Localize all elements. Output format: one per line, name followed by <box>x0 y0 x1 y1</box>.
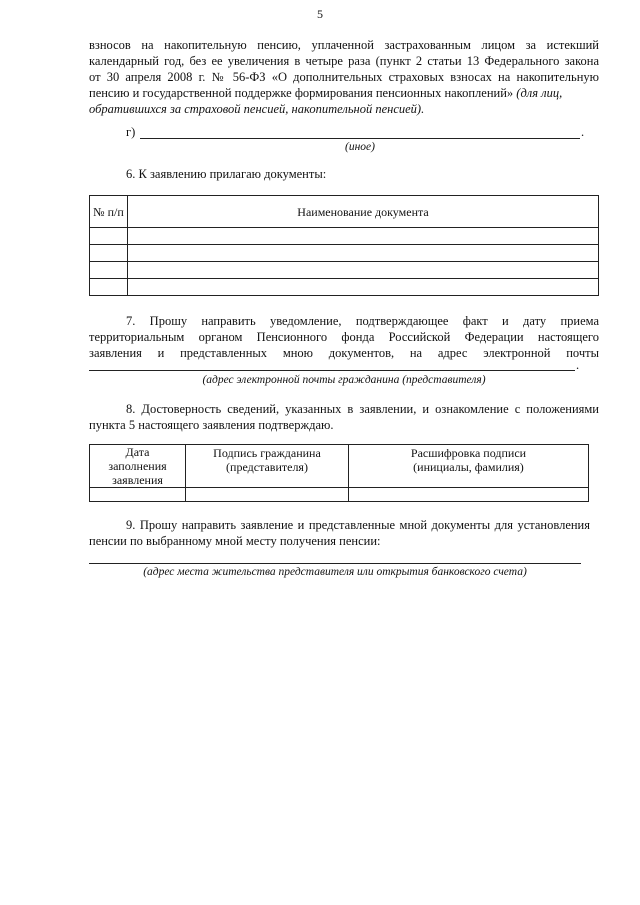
intro-line-text: пенсию и государственной поддержке формирования пенсионных накоплений» <box>89 86 514 100</box>
email-caption: (адрес электронной почты гражданина (представителя) <box>202 374 486 386</box>
signature-col-signature-line: Подпись гражданина <box>213 446 321 460</box>
section7-line: территориальным органом Пенсионного фонда Российской Федерации настоящего <box>89 330 599 344</box>
intro-italic-line <box>89 101 424 117</box>
documents-cell-name[interactable] <box>128 279 599 296</box>
signature-col-signature-line: (представителя) <box>226 460 308 474</box>
documents-cell-name[interactable] <box>128 262 599 279</box>
address-caption: (адрес места жительства представителя или открытия банковского счета) <box>143 566 527 578</box>
intro-line: календарный год, без ее увеличения в четыре раза (пункт 2 статьи 13 Федерального закона <box>89 54 599 68</box>
signature-cell-signature[interactable] <box>186 488 349 502</box>
table-row <box>90 488 589 502</box>
documents-cell-number[interactable] <box>90 279 128 296</box>
section8-line: 8. Достоверность сведений, указанных в заявлении, и ознакомление с положениями <box>126 402 599 416</box>
intro-line: взносов на накопительную пенсию, уплаченной застрахованным лицом за истекший <box>89 38 599 52</box>
documents-cell-number[interactable] <box>90 228 128 245</box>
item-g-caption: (иное) <box>345 141 375 153</box>
signature-col-date-line: заявления <box>112 473 163 487</box>
signature-cell-date[interactable] <box>90 488 186 502</box>
section8-line: пункта 5 настоящего заявления подтверждаю. <box>89 418 334 432</box>
item-g-label: г) <box>126 125 136 139</box>
section7-line: 7. Прошу направить уведомление, подтверждающее факт и дату приема <box>126 314 599 328</box>
signature-col-date-line: заполнения <box>108 459 167 473</box>
table-row <box>90 245 599 262</box>
documents-col-name: Наименование документа <box>128 196 599 228</box>
signature-col-date-line: Дата <box>125 445 150 459</box>
intro-italic-end: . <box>421 102 425 116</box>
signature-table <box>89 444 589 502</box>
signature-cell-decode[interactable] <box>349 488 589 502</box>
signature-col-decode-line: Расшифровка подписи <box>410 446 527 460</box>
table-row <box>90 279 599 296</box>
section7-line: заявления и представленных мною документов, на адрес электронной почты <box>89 346 599 360</box>
intro-italic-text: обратившихся за страховой пенсией, накопительной пенсией) <box>89 102 422 116</box>
intro-line: от 30 апреля 2008 г. № 56-ФЗ «О дополнительных страховых взносах на накопительную <box>89 70 599 84</box>
table-row <box>90 262 599 279</box>
documents-col-number: № п/п <box>90 196 128 228</box>
signature-col-decode-line: (инициалы, фамилия) <box>413 460 524 474</box>
documents-cell-name[interactable] <box>128 245 599 262</box>
table-row <box>90 228 599 245</box>
signature-col-date <box>90 445 186 488</box>
section7-end: . <box>576 358 580 372</box>
signature-col-decode <box>349 445 589 488</box>
intro-line <box>89 85 599 101</box>
section6-title: 6. К заявлению прилагаю документы: <box>126 167 327 181</box>
page-number: 5 <box>317 7 323 21</box>
section9-line: пенсии по выбранному мной месту получения пенсии: <box>89 534 381 548</box>
documents-cell-number[interactable] <box>90 262 128 279</box>
signature-col-signature <box>186 445 349 488</box>
documents-cell-name[interactable] <box>128 228 599 245</box>
intro-italic-tail: (для лиц, <box>516 86 563 100</box>
documents-table <box>89 195 599 296</box>
documents-cell-number[interactable] <box>90 245 128 262</box>
section9-line: 9. Прошу направить заявление и представленные мной документы для установления <box>126 518 590 532</box>
item-g-end: . <box>581 125 585 139</box>
email-fill-line[interactable] <box>89 370 575 371</box>
